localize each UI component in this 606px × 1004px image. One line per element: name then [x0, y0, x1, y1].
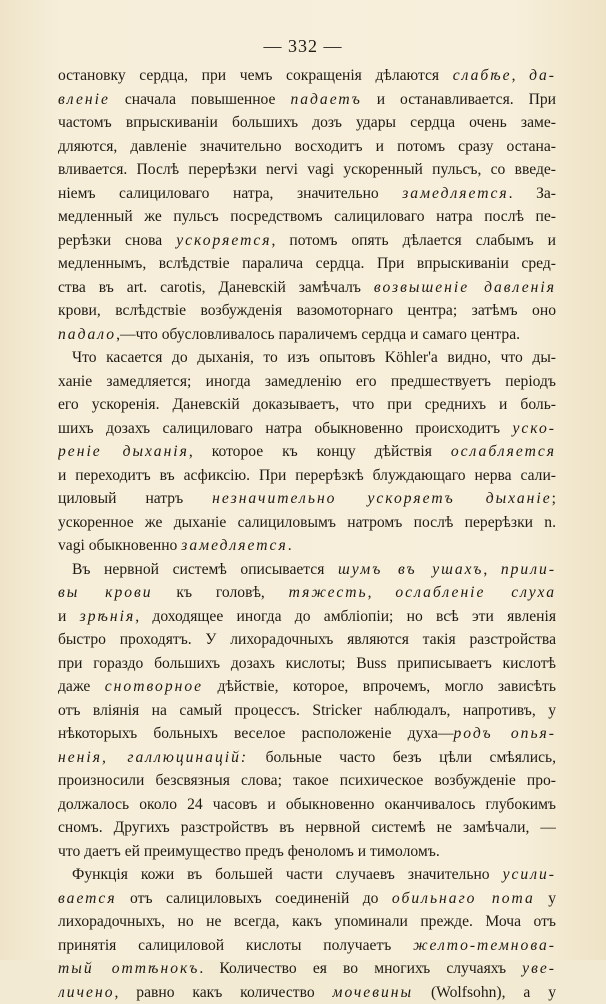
text-line: [58, 370, 556, 394]
spaced-emphasis: падало: [58, 326, 116, 343]
text-line: [58, 957, 556, 981]
text-run: его ускоренія. Даневскій доказываетъ, что при среднихъ и боль-: [58, 396, 556, 413]
text-run: ніемъ салициловаго натра, значительно: [58, 185, 402, 202]
spaced-emphasis: замедляется: [181, 537, 287, 554]
text-line: [58, 675, 556, 699]
spaced-emphasis: вы крови: [58, 584, 153, 601]
text-run: медленнымъ, вслѣдствіе паралича сердца. При впрыскиваніи сред-: [58, 255, 556, 272]
text-line: [58, 534, 556, 558]
text-run: быстро проходятъ. У лихорадочныхъ являются такія разстройства: [58, 631, 556, 648]
text-run: Функція кожи въ большей части случаевъ значительно: [72, 866, 503, 883]
spaced-emphasis: замедляется: [402, 185, 508, 202]
text-run: даже: [58, 678, 105, 695]
text-line: [58, 722, 556, 746]
text-run: остановку сердца, при чемъ сокращенія дѣлаются: [58, 67, 453, 84]
text-run: и останавливается. При: [362, 91, 556, 108]
text-run: къ головѣ,: [153, 584, 289, 601]
text-run: ,: [512, 67, 530, 84]
text-run: ства въ art. carotis, Даневскій замѣчалъ: [58, 279, 374, 296]
text-line: [58, 581, 556, 605]
spaced-emphasis: уве-: [522, 960, 556, 977]
text-line: [58, 652, 556, 676]
text-line: [58, 346, 556, 370]
spaced-emphasis: тый оттѣнокъ: [58, 960, 199, 977]
spaced-emphasis: возвышеніе давленія: [374, 279, 556, 296]
text-run: и переходитъ въ асфиксію. При перерѣзкѣ блуждающаго нерва сали-: [58, 467, 556, 484]
text-line: [58, 628, 556, 652]
spaced-emphasis: обильнаго пота: [392, 890, 535, 907]
text-line: [58, 440, 556, 464]
text-line: [58, 769, 556, 793]
spaced-emphasis: да-: [529, 67, 556, 84]
text-run: , равно какъ количество: [115, 984, 333, 1001]
text-run: принятія салициловой кислоты получаетъ: [58, 937, 413, 954]
text-run: частомъ впрыскиваніи большихъ дозъ удары сердца очень заме-: [58, 114, 556, 131]
spaced-emphasis: личено: [58, 984, 115, 1001]
spaced-emphasis: реніе дыханія: [58, 443, 189, 460]
text-line: [58, 511, 556, 535]
text-run: у: [535, 890, 556, 907]
text-run: рерѣзки снова: [58, 232, 176, 249]
text-run: ускоренное же дыханіе салициловымъ натромъ послѣ перерѣзки n.: [58, 514, 556, 531]
text-line: [58, 229, 556, 253]
text-line: [58, 182, 556, 206]
text-line: [58, 135, 556, 159]
spaced-emphasis: шумъ въ ушахъ: [338, 561, 483, 578]
spaced-emphasis: уско-: [512, 420, 556, 437]
text-run: лихорадочныхъ, но не всегда, какъ упоминали прежде. Моча отъ: [58, 913, 556, 930]
text-run: Въ нервной системѣ описывается: [72, 561, 338, 578]
text-run: ханіе замедляется; иногда замедленію его предшествуетъ періодъ: [58, 373, 556, 390]
text-line: [58, 887, 556, 911]
text-line: [58, 393, 556, 417]
text-run: нѣкоторыхъ больныхъ веселое расположеніе духа—: [58, 725, 453, 742]
text-run: крови, вслѣдствіе возбужденія вазомоторнаго центра; затѣмъ оно: [58, 302, 556, 319]
spaced-emphasis: падаетъ: [290, 91, 361, 108]
text-line: [58, 840, 556, 864]
text-line: [58, 699, 556, 723]
spaced-emphasis: желто-темнова-: [413, 937, 556, 954]
text-line: [58, 299, 556, 323]
page-number: — 332 —: [0, 36, 606, 57]
spaced-emphasis: вается: [58, 890, 117, 907]
text-run: , потомъ опять дѣлается слабымъ и: [272, 232, 556, 249]
text-run: циловый натръ: [58, 490, 212, 507]
text-line: [58, 111, 556, 135]
text-run: отъ вліянія на самый процессъ. Stricker наблюдалъ, напротивъ, у: [58, 702, 556, 719]
text-run: вливается. Послѣ перерѣзки nervi vagi ускоренный пульсъ, со введе-: [58, 161, 556, 178]
spaced-emphasis: мочевины: [333, 984, 414, 1001]
text-line: [58, 558, 556, 582]
spaced-emphasis: тяжесть: [289, 584, 368, 601]
text-line: [58, 816, 556, 840]
spaced-emphasis: прили-: [501, 561, 556, 578]
text-line: [58, 934, 556, 958]
text-line: [58, 88, 556, 112]
text-line: [58, 417, 556, 441]
text-run: при гораздо большихъ дозахъ кислоты; Buss приписываетъ кислотѣ: [58, 655, 556, 672]
text-run: . За-: [509, 185, 556, 202]
text-line: [58, 981, 556, 1004]
text-run: . Количество ея во многихъ случаяхъ: [199, 960, 522, 977]
text-run: .: [288, 537, 292, 554]
text-run: отъ салициловыхъ соединеній до: [117, 890, 392, 907]
text-run: (Wolfsohn), а у: [413, 984, 556, 1001]
text-run: и: [58, 608, 80, 625]
spaced-emphasis: слабѣе: [453, 67, 512, 84]
body-text: [58, 64, 556, 1004]
text-run: ,—что обусловливалось параличемъ сердца и самаго центра.: [116, 326, 520, 343]
spaced-emphasis: незначительно ускоряетъ дыханіе: [212, 490, 552, 507]
text-run: , которое къ концу дѣйствія: [189, 443, 451, 460]
spaced-emphasis: ослабляется: [451, 443, 556, 460]
text-run: медленный же пульсъ посредствомъ салициловаго натра послѣ пе-: [58, 208, 556, 225]
spaced-emphasis: родъ опья-: [453, 725, 556, 742]
text-line: [58, 205, 556, 229]
text-line: [58, 64, 556, 88]
spaced-emphasis: ускоряется: [176, 232, 271, 249]
text-line: [58, 793, 556, 817]
text-run: ;: [552, 490, 556, 507]
text-run: произносили безсвязныя слова; такое психическое возбужденіе про-: [58, 772, 556, 789]
text-run: , доходящее иногда до амбліопіи; но всѣ эти явленія: [135, 608, 556, 625]
text-line: [58, 863, 556, 887]
spaced-emphasis: вленіе: [58, 91, 110, 108]
text-run: vagi обыкновенно: [58, 537, 181, 554]
text-run: дѣйствіе, которое, впрочемъ, могло зависѣть: [203, 678, 556, 695]
text-run: сначала повышенное: [110, 91, 291, 108]
text-run: должалось около 24 часовъ и обыкновенно оканчивалось глубокимъ: [58, 796, 556, 813]
text-line: [58, 605, 556, 629]
text-line: [58, 323, 556, 347]
spaced-emphasis: снотворное: [105, 678, 203, 695]
text-run: что даетъ ей преимущество предъ феноломъ и тимоломъ.: [58, 843, 440, 860]
text-run: больные часто безъ цѣли смѣялись,: [248, 749, 556, 766]
text-line: [58, 464, 556, 488]
text-line: [58, 910, 556, 934]
text-run: ,: [483, 561, 501, 578]
spaced-emphasis: усили-: [503, 866, 556, 883]
text-run: Что касается до дыханія, то изъ опытовъ Köhler'а видно, что ды-: [72, 349, 556, 366]
spaced-emphasis: ненія, галлюцинацій:: [58, 749, 248, 766]
text-line: [58, 746, 556, 770]
text-run: ,: [368, 584, 396, 601]
spaced-emphasis: зрѣнія: [80, 608, 136, 625]
text-run: шихъ дозахъ салициловаго натра обыкновенно происходитъ: [58, 420, 512, 437]
text-run: дляются, давленіе значительно восходитъ и потомъ сразу остана-: [58, 138, 556, 155]
text-line: [58, 158, 556, 182]
spaced-emphasis: ослабленіе слуха: [395, 584, 556, 601]
text-line: [58, 252, 556, 276]
text-line: [58, 487, 556, 511]
text-line: [58, 276, 556, 300]
text-run: сномъ. Другихъ разстройствъ въ нервной системѣ не замѣчали, —: [58, 819, 556, 836]
